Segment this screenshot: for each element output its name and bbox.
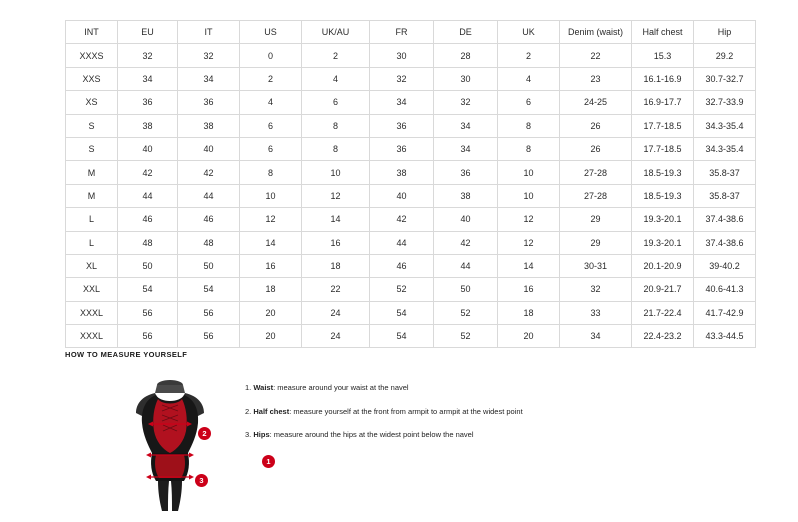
cell-de: 36 — [434, 161, 498, 184]
cell-uk-au: 6 — [302, 91, 370, 114]
cell-eu: 36 — [118, 91, 178, 114]
cell-fr: 44 — [370, 231, 434, 254]
cell-hip: 39-40.2 — [694, 254, 756, 277]
size-chart-body — [66, 44, 756, 348]
cell-fr: 30 — [370, 44, 434, 67]
measure-instruction-half-chest — [245, 407, 725, 418]
cell-fr: 42 — [370, 208, 434, 231]
cell-int: L — [66, 208, 118, 231]
cell-hip: 35.8-37 — [694, 184, 756, 207]
cell-uk-au: 14 — [302, 208, 370, 231]
cell-half-chest: 17.7-18.5 — [632, 137, 694, 160]
column-header-uk: UK — [498, 21, 560, 44]
table-row — [66, 114, 756, 137]
cell-uk-au: 24 — [302, 301, 370, 324]
cell-uk: 10 — [498, 161, 560, 184]
cell-uk: 8 — [498, 114, 560, 137]
cell-uk-au: 4 — [302, 67, 370, 90]
column-header-it: IT — [178, 21, 240, 44]
cell-denim: 27-28 — [560, 161, 632, 184]
cell-eu: 56 — [118, 325, 178, 348]
cell-int: XXL — [66, 278, 118, 301]
cell-eu: 34 — [118, 67, 178, 90]
cell-uk-au: 2 — [302, 44, 370, 67]
cell-denim: 30-31 — [560, 254, 632, 277]
table-row — [66, 325, 756, 348]
cell-eu: 38 — [118, 114, 178, 137]
cell-uk-au: 22 — [302, 278, 370, 301]
cell-de: 52 — [434, 325, 498, 348]
cell-it: 48 — [178, 231, 240, 254]
cell-it: 32 — [178, 44, 240, 67]
measure-badge-1: 1 — [262, 455, 275, 468]
cell-uk: 2 — [498, 44, 560, 67]
cell-hip: 37.4-38.6 — [694, 231, 756, 254]
cell-half-chest: 16.1-16.9 — [632, 67, 694, 90]
column-header-hip: Hip — [694, 21, 756, 44]
cell-fr: 54 — [370, 325, 434, 348]
measure-badge-2: 2 — [198, 427, 211, 440]
table-row — [66, 231, 756, 254]
cell-hip: 41.7-42.9 — [694, 301, 756, 324]
cell-denim: 34 — [560, 325, 632, 348]
size-chart-table — [65, 20, 756, 348]
how-to-measure-body — [65, 369, 735, 519]
cell-half-chest: 21.7-22.4 — [632, 301, 694, 324]
table-row — [66, 254, 756, 277]
cell-denim: 26 — [560, 114, 632, 137]
column-header-fr: FR — [370, 21, 434, 44]
cell-half-chest: 18.5-19.3 — [632, 184, 694, 207]
cell-us: 12 — [240, 208, 302, 231]
cell-us: 20 — [240, 301, 302, 324]
cell-uk-au: 8 — [302, 137, 370, 160]
cell-eu: 44 — [118, 184, 178, 207]
size-chart-header — [66, 21, 756, 44]
cell-half-chest: 16.9-17.7 — [632, 91, 694, 114]
size-chart-container — [65, 20, 744, 348]
cell-int: L — [66, 231, 118, 254]
cell-denim: 24-25 — [560, 91, 632, 114]
cell-de: 40 — [434, 208, 498, 231]
cell-uk: 4 — [498, 67, 560, 90]
column-header-uk-au: UK/AU — [302, 21, 370, 44]
table-row — [66, 44, 756, 67]
cell-fr: 54 — [370, 301, 434, 324]
cell-hip: 40.6-41.3 — [694, 278, 756, 301]
instruction-term-half-chest: Half chest — [253, 406, 290, 416]
cell-uk-au: 10 — [302, 161, 370, 184]
measure-instruction-hips — [245, 430, 725, 441]
cell-half-chest: 17.7-18.5 — [632, 114, 694, 137]
cell-uk: 10 — [498, 184, 560, 207]
column-header-eu: EU — [118, 21, 178, 44]
cell-uk: 8 — [498, 137, 560, 160]
cell-hip: 37.4-38.6 — [694, 208, 756, 231]
cell-de: 44 — [434, 254, 498, 277]
cell-fr: 40 — [370, 184, 434, 207]
cell-de: 32 — [434, 91, 498, 114]
cell-denim: 26 — [560, 137, 632, 160]
cell-eu: 50 — [118, 254, 178, 277]
cell-uk-au: 18 — [302, 254, 370, 277]
cell-denim: 33 — [560, 301, 632, 324]
cell-uk: 18 — [498, 301, 560, 324]
cell-int: M — [66, 184, 118, 207]
cell-us: 2 — [240, 67, 302, 90]
cell-it: 56 — [178, 301, 240, 324]
how-to-measure-title: HOW TO MEASURE YOURSELF — [65, 350, 188, 359]
table-row — [66, 161, 756, 184]
cell-denim: 29 — [560, 231, 632, 254]
cell-fr: 34 — [370, 91, 434, 114]
instruction-text-waist: : measure around your waist at the navel — [273, 383, 409, 392]
cell-it: 46 — [178, 208, 240, 231]
cell-eu: 40 — [118, 137, 178, 160]
cell-half-chest: 18.5-19.3 — [632, 161, 694, 184]
column-header-int: INT — [66, 21, 118, 44]
table-row — [66, 278, 756, 301]
cell-half-chest: 20.1-20.9 — [632, 254, 694, 277]
cell-int: XXXS — [66, 44, 118, 67]
cell-hip: 29.2 — [694, 44, 756, 67]
instruction-term-waist: Waist — [253, 383, 274, 392]
cell-eu: 46 — [118, 208, 178, 231]
measure-instruction-waist — [245, 383, 725, 394]
cell-it: 56 — [178, 325, 240, 348]
instruction-number-2: 2. — [245, 406, 252, 416]
cell-half-chest: 19.3-20.1 — [632, 231, 694, 254]
cell-it: 36 — [178, 91, 240, 114]
cell-us: 20 — [240, 325, 302, 348]
table-row — [66, 184, 756, 207]
cell-it: 40 — [178, 137, 240, 160]
cell-fr: 36 — [370, 137, 434, 160]
cell-uk-au: 16 — [302, 231, 370, 254]
cell-hip: 34.3-35.4 — [694, 137, 756, 160]
cell-int: XXXL — [66, 301, 118, 324]
cell-us: 18 — [240, 278, 302, 301]
cell-int: M — [66, 161, 118, 184]
cell-uk-au: 8 — [302, 114, 370, 137]
cell-us: 4 — [240, 91, 302, 114]
instruction-text-hips: : measure around the hips at the widest point below the navel — [269, 430, 474, 439]
cell-fr: 32 — [370, 67, 434, 90]
cell-us: 0 — [240, 44, 302, 67]
cell-denim: 29 — [560, 208, 632, 231]
table-row — [66, 137, 756, 160]
measure-instructions-list — [245, 383, 725, 454]
column-header-denim-waist: Denim (waist) — [560, 21, 632, 44]
cell-fr: 36 — [370, 114, 434, 137]
table-header-row — [66, 21, 756, 44]
cell-denim: 22 — [560, 44, 632, 67]
cell-de: 30 — [434, 67, 498, 90]
cell-us: 6 — [240, 137, 302, 160]
cell-de: 34 — [434, 114, 498, 137]
cell-uk: 12 — [498, 231, 560, 254]
cell-int: S — [66, 114, 118, 137]
table-row — [66, 301, 756, 324]
cell-it: 54 — [178, 278, 240, 301]
cell-fr: 46 — [370, 254, 434, 277]
cell-uk-au: 12 — [302, 184, 370, 207]
cell-denim: 27-28 — [560, 184, 632, 207]
cell-uk: 16 — [498, 278, 560, 301]
cell-eu: 42 — [118, 161, 178, 184]
column-header-half-chest: Half chest — [632, 21, 694, 44]
cell-us: 16 — [240, 254, 302, 277]
cell-eu: 54 — [118, 278, 178, 301]
cell-de: 28 — [434, 44, 498, 67]
table-row — [66, 208, 756, 231]
cell-eu: 32 — [118, 44, 178, 67]
cell-hip: 32.7-33.9 — [694, 91, 756, 114]
cell-hip: 35.8-37 — [694, 161, 756, 184]
how-to-measure-section — [65, 350, 735, 519]
cell-fr: 52 — [370, 278, 434, 301]
cell-it: 44 — [178, 184, 240, 207]
instruction-text-half-chest: : measure yourself at the front from armpit to armpit at the widest point — [289, 406, 523, 416]
cell-int: XXS — [66, 67, 118, 90]
cell-eu: 48 — [118, 231, 178, 254]
cell-hip: 34.3-35.4 — [694, 114, 756, 137]
cell-half-chest: 20.9-21.7 — [632, 278, 694, 301]
cell-us: 14 — [240, 231, 302, 254]
cell-int: XL — [66, 254, 118, 277]
cell-it: 50 — [178, 254, 240, 277]
cell-de: 42 — [434, 231, 498, 254]
cell-denim: 32 — [560, 278, 632, 301]
cell-half-chest: 22.4-23.2 — [632, 325, 694, 348]
cell-uk-au: 24 — [302, 325, 370, 348]
cell-uk: 6 — [498, 91, 560, 114]
cell-de: 52 — [434, 301, 498, 324]
cell-us: 6 — [240, 114, 302, 137]
cell-it: 42 — [178, 161, 240, 184]
cell-denim: 23 — [560, 67, 632, 90]
cell-uk: 12 — [498, 208, 560, 231]
cell-uk: 20 — [498, 325, 560, 348]
table-row — [66, 91, 756, 114]
cell-it: 34 — [178, 67, 240, 90]
cell-eu: 56 — [118, 301, 178, 324]
column-header-de: DE — [434, 21, 498, 44]
instruction-number-1: 1. — [245, 383, 252, 392]
instruction-number-3: 3. — [245, 430, 252, 439]
cell-int: XXXL — [66, 325, 118, 348]
cell-half-chest: 19.3-20.1 — [632, 208, 694, 231]
cell-us: 8 — [240, 161, 302, 184]
cell-fr: 38 — [370, 161, 434, 184]
mannequin-svg — [110, 377, 230, 517]
cell-half-chest: 15.3 — [632, 44, 694, 67]
cell-int: XS — [66, 91, 118, 114]
cell-de: 50 — [434, 278, 498, 301]
cell-de: 38 — [434, 184, 498, 207]
cell-hip: 43.3-44.5 — [694, 325, 756, 348]
cell-de: 34 — [434, 137, 498, 160]
cell-us: 10 — [240, 184, 302, 207]
cell-hip: 30.7-32.7 — [694, 67, 756, 90]
cell-it: 38 — [178, 114, 240, 137]
cell-int: S — [66, 137, 118, 160]
table-row — [66, 67, 756, 90]
cell-uk: 14 — [498, 254, 560, 277]
measure-badge-3: 3 — [195, 474, 208, 487]
column-header-us: US — [240, 21, 302, 44]
instruction-term-hips: Hips — [253, 430, 270, 439]
